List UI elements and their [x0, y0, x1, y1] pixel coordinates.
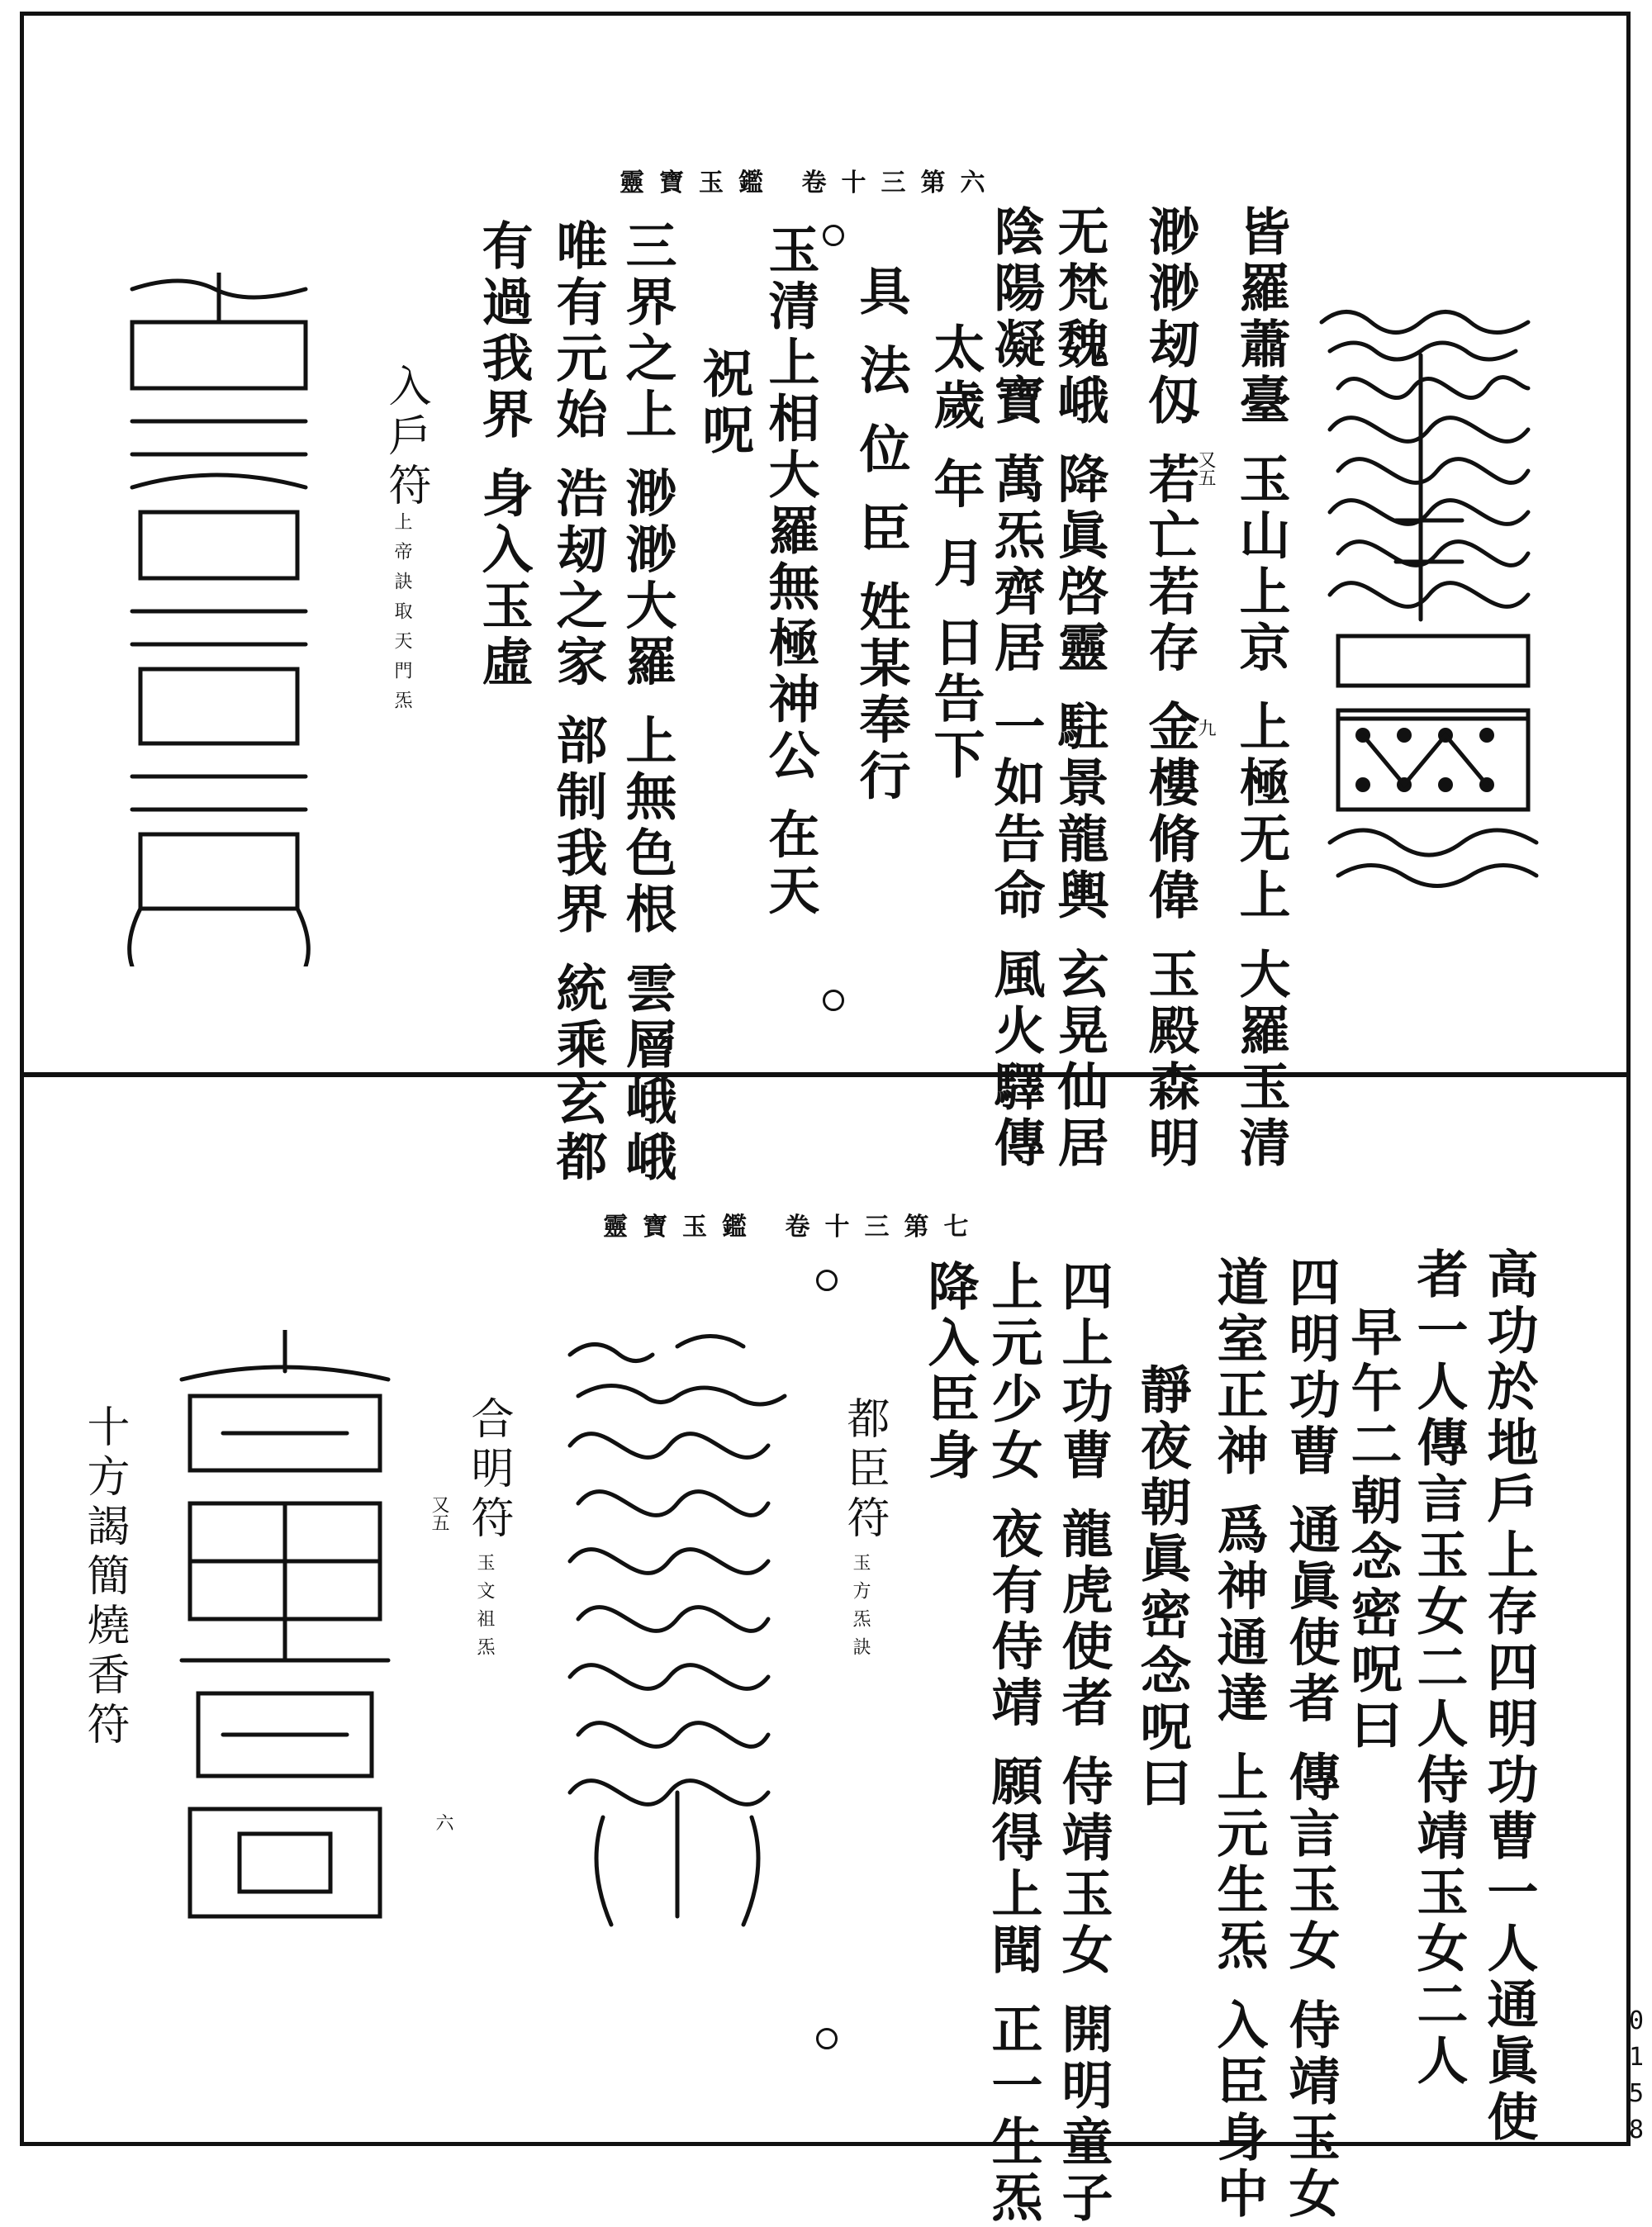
top-col-10: 唯有元始 浩刼之家 部制我界 統乘玄都 — [548, 219, 608, 1186]
top-col-6: 具 法 位 臣 姓某奉行 — [851, 264, 911, 805]
top-col-3: 无梵魏峨 降眞啓靈 駐景龍輿 玄晃仙居 — [1049, 205, 1109, 1172]
bottom-fu1-note: 玉方炁訣 — [850, 1553, 871, 1665]
bottom-col-3: 早午二朝念密呪曰 — [1342, 1305, 1403, 1755]
bottom-fu3-title: 十方謁簡燒香符 — [79, 1404, 129, 1751]
binding-hole — [816, 2028, 838, 2049]
page-number: 0158 — [1628, 2006, 1645, 2144]
top-col-7: 玉清上相大羅無極神公 在天 — [760, 223, 820, 920]
top-note-2: 九 — [1195, 719, 1216, 737]
top-col-1: 皆羅蕭臺 玉山上京 上極无上 大羅玉清 — [1231, 205, 1291, 1172]
talisman-figure — [173, 1330, 396, 1941]
bottom-mark: 六 — [433, 1813, 453, 1831]
top-fu-title: 入戶符 — [381, 363, 430, 512]
bottom-fu2-title: 合明符 — [463, 1396, 513, 1545]
binding-hole — [823, 225, 844, 246]
bottom-col-7: 四上功曹 龍虎使者 侍靖玉女 開明童子 — [1053, 1260, 1113, 2227]
top-header: 靈寶玉鑑 卷十三第六 — [620, 169, 1000, 197]
top-note-1: 又五 — [1195, 450, 1216, 487]
bottom-col-4: 四明功曹 通眞使者 傳言玉女 侍靖玉女 — [1280, 1256, 1341, 2223]
top-col-4: 陰陽凝寶 萬炁齊居 一如告命 風火驛傳 — [985, 205, 1046, 1172]
talisman-figure — [553, 1322, 801, 1949]
top-col-9: 三界之上 渺渺大羅 上無色根 雲層峨峨 — [617, 219, 677, 1186]
bottom-fu2-note: 玉文祖炁 — [474, 1553, 495, 1665]
top-fu-note: 上帝訣取天門炁 — [392, 512, 412, 720]
top-col-5: 太歲 年 月 日告下 — [925, 322, 985, 784]
bottom-fu1-title: 都臣符 — [839, 1396, 889, 1545]
bottom-fu2-note2: 又五 — [429, 1495, 449, 1531]
bottom-header: 靈寶玉鑑 卷十三第七 — [603, 1213, 984, 1242]
bottom-col-6: 靜夜朝眞密念呪曰 — [1132, 1363, 1192, 1812]
talisman-figure — [116, 273, 322, 966]
top-col-2: 渺渺刼仭 若亡若存 金樓脩偉 玉殿森明 — [1140, 205, 1200, 1172]
binding-hole — [823, 990, 844, 1011]
talisman-figure — [1313, 273, 1553, 900]
top-col-11: 有過我界 身入玉虛 — [473, 219, 534, 691]
bottom-col-5: 道室正神 爲神通達 上元生炁 入臣身中 — [1208, 1256, 1269, 2223]
bottom-col-2: 者一人傳言玉女二人侍靖玉女二人 — [1408, 1247, 1469, 2090]
top-col-8: 祝呪 — [694, 347, 754, 459]
bottom-col-9: 降入臣身 — [919, 1260, 980, 1484]
binding-hole — [816, 1270, 838, 1291]
bottom-col-8: 上元少女 夜有侍靖 願得上聞 正一生炁 — [983, 1260, 1043, 2227]
bottom-col-1: 高功於地戶上存四明功曹一人通眞使 — [1479, 1247, 1539, 2146]
